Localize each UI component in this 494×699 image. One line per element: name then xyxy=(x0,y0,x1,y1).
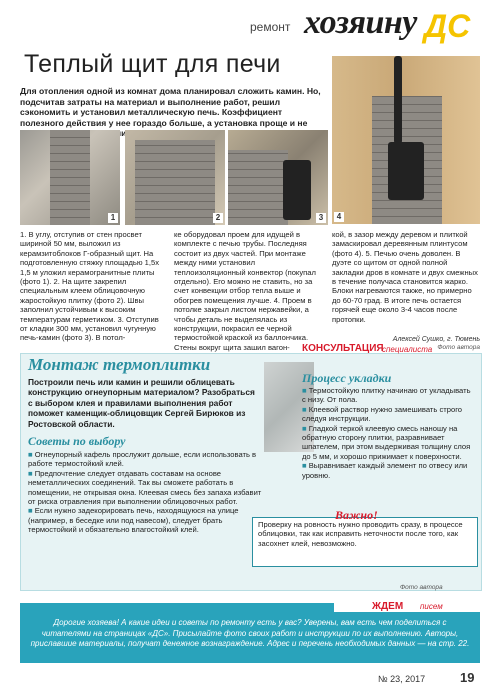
list-item: ■ Выравнивает каждый элемент по отвесу или уровню. xyxy=(302,461,468,480)
consultation-sublabel: специалиста xyxy=(382,345,433,354)
bullet-icon: ■ xyxy=(302,404,309,414)
bullet-icon: ■ xyxy=(28,468,35,478)
important-text: Проверку на ровность нужно проводить сразу, в процессе облицовки, так как исправить неточности после того, как засохнет клей, невозможно. xyxy=(258,520,463,548)
magazine-logo: ДС xyxy=(424,8,471,44)
article-lead: Для отопления одной из комнат дома планировал сложить камин. Но, подсчитав затраты на материал и выполнение работ, решил сэкономить и установил металлическую печь. Коэффициент полезного действия у нее гораздо больше, а установка проще и не xyxy=(20,86,321,128)
bullet-icon: ■ xyxy=(302,461,309,471)
photo-number: 3 xyxy=(316,213,326,223)
list-item: ■ Предпочтение следует отдавать составам на основе неметаллических соединений. Так вы сможете работать в помещении, не открывая окна. Клеевая смесь без запаха избавит от риска отравления при выполнении облицовочных работ. xyxy=(28,468,262,507)
bullet-icon: ■ xyxy=(28,506,35,516)
montazh-lead: Построили печь или камин и решили облицевать конструкцию огнеупорным материалом? Разобраться с выбором клея и правилами выполнения работ поможет каменщик-облицовщик Сергей Бирюков из Ростовской области. xyxy=(28,377,255,429)
important-title: Важно! xyxy=(335,508,378,522)
letters-sublabel: писем xyxy=(420,602,443,611)
steps-column-3: кой, в зазор между деревом и плиткой замаскировал деревянным плинтусом (фото 4). 5. Печью очень доволен. В дуэте со щитом от одной полной закладки дров в комнате и двух смежных в течение получаса становится жарко. Блоки нагреваются также, но примерно до 60-70 град. В итоге печь остается горячей еще около 3-4 часов после протопки. xyxy=(332,230,478,324)
photo-4 xyxy=(332,56,480,224)
consultation-label: КОНСУЛЬТАЦИЯ xyxy=(302,343,384,354)
list-item: ■ Термостойкую плитку начинаю от укладывать с низу. От пола. xyxy=(302,386,471,405)
rubric-label: ремонт xyxy=(250,20,291,34)
rubric-title: хозяину xyxy=(304,4,417,41)
photo-credit-box: Фото автора xyxy=(400,584,443,591)
photo-number: 1 xyxy=(108,213,118,223)
letters-tag xyxy=(334,600,480,612)
montazh-title: Монтаж термоплитки xyxy=(28,355,211,374)
letters-text: Дорогие хозяева! А какие идеи и советы по ремонту есть у вас? Уверены, вам есть чем поделиться с читателями на страницах «ДС». Присылайте фото своих работ и инструкции по их выполнению. Авторы, приславшие материалы, получат денежное вознаграждение. Адрес и перечень необходимых данных — на стр. 22. xyxy=(30,618,470,649)
page-number: 19 xyxy=(460,670,475,685)
photo-2 xyxy=(125,130,225,225)
list-item: ■ Гладкой теркой клеевую смесь наношу на обратную сторону плитки, разравнивает шпателем, при этом выдерживая толщину слоя до 5 мм, и хорошо прижимает к поверхности. xyxy=(302,423,471,461)
sovety-list xyxy=(28,450,268,535)
issue-number: № 23, 2017 xyxy=(378,674,426,684)
process-list xyxy=(302,386,476,480)
photo-3 xyxy=(228,130,328,225)
author-signature: Алексей Сушко, г. Тюмень xyxy=(392,336,480,343)
steps-column-2: ке оборудовал проем для идущей в комплекте с печью трубы. Последняя состоит из двух частей. При монтаже между ними установил теплоизоляционный конвектор (покупал отдельно). Его можно не ставить, но за счет конвекции отбор тепла выше и обогрев помещения лучше. 4. Проем в потолке закрыл листом нержавейки, а чтобы деталь не выделялась из конструкции, покрасил ее черной термостойкой краской из баллончика. Стены вокруг щита зашил вагон- xyxy=(174,230,316,352)
photo-1 xyxy=(20,130,120,225)
photo-credit-top: Фото автора xyxy=(437,344,480,351)
sovety-title: Советы по выбору xyxy=(28,434,126,448)
list-item: ■ Клеевой раствор нужно замешивать строго следуя инструкции. xyxy=(302,404,463,424)
steps-column-1: 1. В углу, отступив от стен просвет шириной 50 мм, выложил из керамзитоблоков Г-образный щит. На подготовленную стяжку площадью 1,5х 1,5 м уложил керамогранитные плиты (фото 1). 2. На щите закрепил специальным клеем облицовочную жаростойкую плитку (фото 2). Швы заполнил устойчивым к высоким температурам герметиком. 3. Отступив от кладки 300 мм, установил чугунную печь-камин (фото 3). В потол- xyxy=(20,230,160,343)
bullet-icon: ■ xyxy=(302,386,309,395)
process-title: Процесс укладки xyxy=(302,371,392,385)
letters-label: ЖДЕМ xyxy=(372,601,404,612)
photo-number: 4 xyxy=(334,212,344,222)
bullet-icon: ■ xyxy=(302,423,309,433)
list-item: ■ Огнеупорный кафель прослужит дольше, если использовать в работе термостойкий клей. xyxy=(28,450,257,469)
list-item: ■ Если нужно задекорировать печь, находящуюся на улице (например, в беседке или под навесом), следует брать термостойкий и обязательно влагостойкий клей. xyxy=(28,506,239,535)
photo-number: 2 xyxy=(213,213,223,223)
bullet-icon: ■ xyxy=(28,450,35,459)
article-title: Теплый щит для печи xyxy=(24,50,281,78)
